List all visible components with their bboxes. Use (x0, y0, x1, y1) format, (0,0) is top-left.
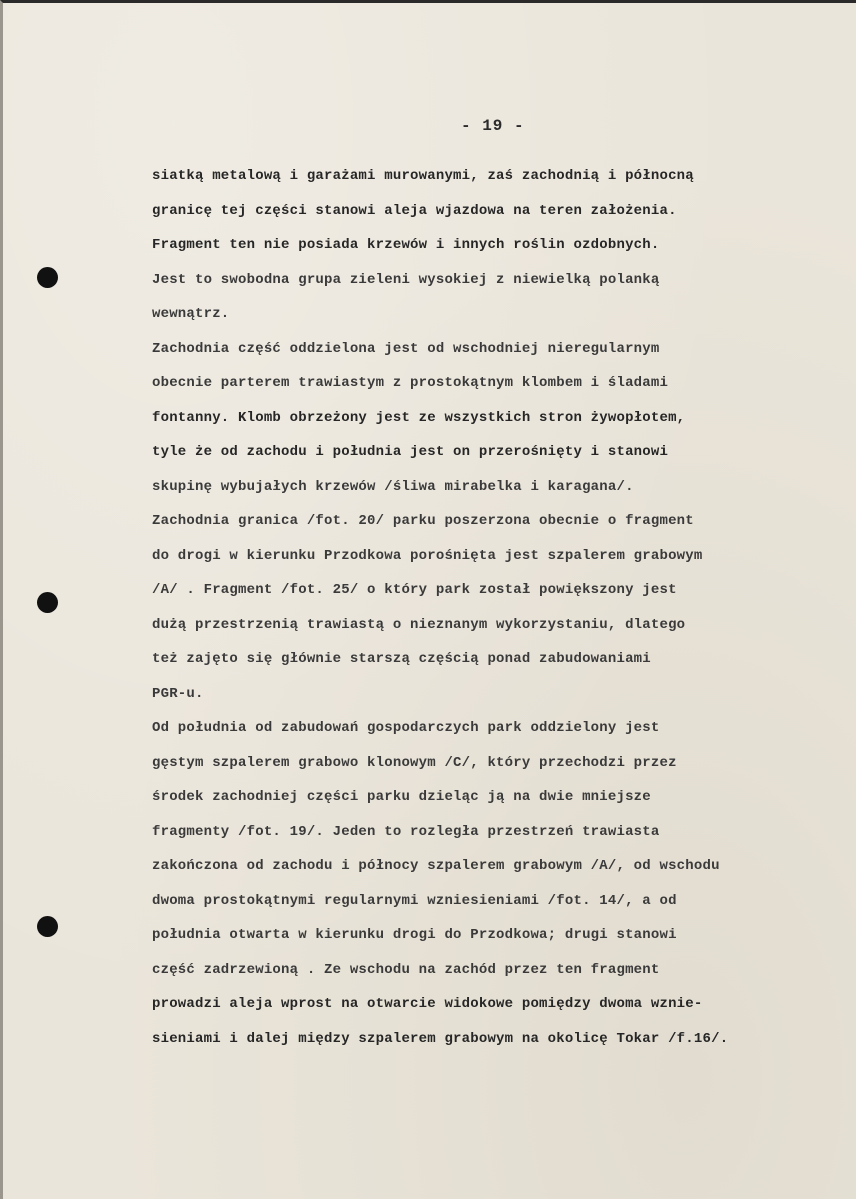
text-line: zakończona od zachodu i północy szpalerem grabowym /A/, od wschodu (152, 858, 720, 874)
punch-hole (37, 267, 58, 288)
text-line: skupinę wybujałych krzewów /śliwa mirabelka i karagana/. (152, 478, 634, 495)
text-line: wewnątrz. (152, 306, 230, 322)
punch-hole (37, 916, 58, 937)
text-line: Zachodnia część oddzielona jest od wschodniej nieregularnym (152, 340, 660, 357)
text-line: do drogi w kierunku Przodkowa porośnięta jest szpalerem grabowym (152, 547, 703, 564)
text-line: dużą przestrzenią trawiastą o nieznanym wykorzystaniu, dlatego (152, 616, 686, 633)
text-line: siatką metalową i garażami murowanymi, zaś zachodnią i północną (152, 168, 694, 184)
text-line: część zadrzewioną . Ze wschodu na zachód przez ten fragment (152, 961, 660, 978)
text-line: fontanny. Klomb obrzeżony jest ze wszystkich stron żywopłotem, (152, 409, 686, 426)
text-line: Od południa od zabudowań gospodarczych park oddzielony jest (152, 720, 660, 736)
text-line: prowadzi aleja wprost na otwarcie widokowe pomiędzy dwoma wznie- (152, 996, 703, 1012)
punch-hole (37, 592, 58, 613)
body-text (152, 159, 852, 1056)
text-line: Zachodnia granica /fot. 20/ parku poszerzona obecnie o fragment (152, 513, 694, 529)
text-line: sieniami i dalej między szpalerem grabowym na okolicę Tokar /f.16/. (152, 1030, 729, 1047)
text-line: fragmenty /fot. 19/. Jeden to rozległa przestrzeń trawiasta (152, 823, 660, 840)
text-line: Fragment ten nie posiada krzewów i innych roślin ozdobnych. (152, 237, 660, 253)
text-line: dwoma prostokątnymi regularnymi wzniesieniami /fot. 14/, a od (152, 892, 677, 909)
text-line: obecnie parterem trawiastym z prostokątnym klombem i śladami (152, 375, 669, 391)
text-line: tyle że od zachodu i południa jest on przerośnięty i stanowi (152, 444, 669, 460)
text-line: też zajęto się głównie starszą częścią ponad zabudowaniami (152, 651, 651, 667)
text-line: południa otwarta w kierunku drogi do Przodkowa; drugi stanowi (152, 927, 677, 943)
text-line: gęstym szpalerem grabowo klonowym /C/, który przechodzi przez (152, 754, 677, 771)
text-line: /A/ . Fragment /fot. 25/ o który park został powiększony jest (152, 582, 677, 598)
text-line: środek zachodniej części parku dzieląc ją na dwie mniejsze (152, 789, 651, 805)
text-line: PGR-u. (152, 685, 204, 702)
text-line: granicę tej części stanowi aleja wjazdowa na teren założenia. (152, 202, 677, 219)
page-number: - 19 - (461, 117, 525, 135)
text-line: Jest to swobodna grupa zieleni wysokiej z niewielką polanką (152, 271, 660, 288)
